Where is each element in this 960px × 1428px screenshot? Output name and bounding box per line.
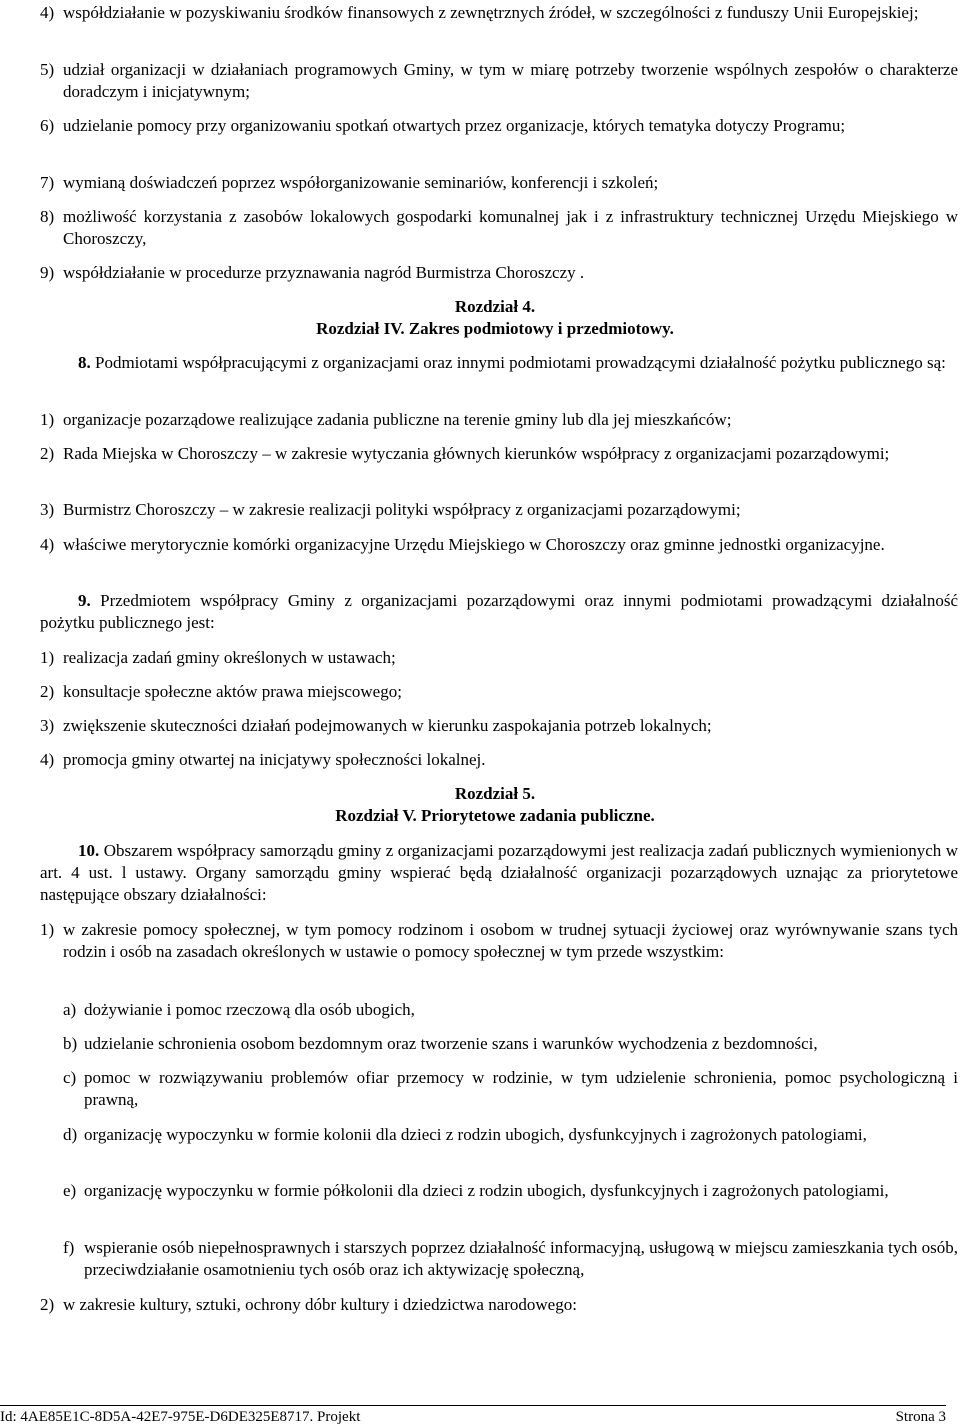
list-item-number: 9) [40,263,55,282]
sub-list-item [63,1033,958,1055]
paragraph-10 [40,840,958,906]
footer-document-id: Id: 4AE85E1C-8D5A-42E7-975E-D6DE325E8717. Projekt [0,1409,361,1425]
footer-divider [0,1405,946,1406]
sub-list-item [63,1124,958,1146]
list-item-text: w zakresie pomocy społecznej, w tym pomocy rodzinom i osobom w trudnej sytuacji życiowej oraz wyrównywanie szans tych rodzin i osób na zasadach określonych w ustawie o pomocy społecznej w tym przede wszystkim: [63,920,958,961]
list-item-text: konsultacje społeczne aktów prawa miejscowego; [63,682,402,701]
list-item-text: udzielanie pomocy przy organizowaniu spotkań otwartych przez organizacje, których tematyka dotyczy Programu; [63,116,846,135]
list-item-number: 2) [40,1295,55,1314]
list-item-number: 4) [40,750,55,769]
chapter-title-heading: Rozdział V. Priorytetowe zadania publiczne. [335,806,655,825]
sub-list-item [63,1180,958,1202]
list-item [40,409,958,431]
list-item [40,172,958,194]
list-item [40,115,958,137]
sub-list-item-letter: f) [63,1238,75,1257]
list-item [40,59,958,103]
sub-list-item-letter: c) [63,1068,77,1087]
sub-list-item-letter: b) [63,1034,78,1053]
list-item-text: realizacja zadań gminy określonych w ustawach; [63,648,396,667]
sub-list-item [63,1237,958,1281]
list-item-text: współdziałanie w pozyskiwaniu środków finansowych z zewnętrznych źródeł, w szczególności z funduszy Unii Europejskiej; [63,3,919,22]
list-item-text: organizacje pozarządowe realizujące zadania publiczne na terenie gminy lub dla jej mieszkańców; [63,410,732,429]
list-item-text: wymianą doświadczeń poprzez współorganizowanie seminariów, konferencji i szkoleń; [63,173,659,192]
chapter-number-heading: Rozdział 5. [454,784,536,803]
list-item-number: 6) [40,116,55,135]
list-item-number: 7) [40,173,55,192]
list-item-number: 3) [40,500,55,519]
list-item [40,919,958,963]
paragraph-number: 8. [78,353,91,372]
list-item-text: w zakresie kultury, sztuki, ochrony dóbr kultury i dziedzictwa narodowego: [63,1295,577,1314]
sub-list-item-text: udzielanie schronienia osobom bezdomnym oraz tworzenie szans i warunków wychodzenia z bezdomności, [84,1034,818,1053]
chapter-title-heading: Rozdział IV. Zakres podmiotowy i przedmiotowy. [316,319,674,338]
list-item-number: 4) [40,535,55,554]
list-item-text: właściwe merytorycznie komórki organizacyjne Urzędu Miejskiego w Choroszczy oraz gminne jednostki organizacyjne. [63,535,885,554]
sub-list-item-text: pomoc w rozwiązywaniu problemów ofiar przemocy w rodzinie, w tym udzielenie schronienia, pomoc psychologiczną i prawną, [84,1068,958,1109]
paragraph-number: 10. [78,841,100,860]
list-item-text: zwiększenie skuteczności działań podejmowanych w kierunku zaspokajania potrzeb lokalnych; [63,716,712,735]
sub-list-item-letter: d) [63,1125,78,1144]
list-item [40,534,958,556]
list-item [40,443,958,465]
paragraph-number: 9. [78,591,91,610]
list-item [40,206,958,250]
list-item-number: 2) [40,682,55,701]
sub-list-item [63,999,958,1021]
sub-list-item-letter: a) [63,1000,77,1019]
footer-page-number: Strona 3 [895,1409,946,1425]
sub-list-item-letter: e) [63,1181,77,1200]
sub-list-item-text: organizację wypoczynku w formie kolonii dla dzieci z rodzin ubogich, dysfunkcyjnych i zagrożonych patologiami, [84,1125,867,1144]
list-item-text: możliwość korzystania z zasobów lokalowych gospodarki komunalnej jak i z infrastruktury technicznej Urzędu Miejskiego w Choroszczy, [63,207,958,248]
list-item [40,681,958,703]
list-item-text: współdziałanie w procedurze przyznawania nagród Burmistrza Choroszczy . [63,263,585,282]
paragraph-text: Podmiotami współpracującymi z organizacjami oraz innymi podmiotami prowadzącymi działalność pożytku publicznego są: [95,353,946,372]
list-item [40,1294,958,1316]
list-item-number: 1) [40,410,55,429]
list-item-number: 1) [40,648,55,667]
list-item [40,2,958,24]
list-item-text: udział organizacji w działaniach programowych Gminy, w tym w miarę potrzeby tworzenie wspólnych zespołów o charakterze doradczym i inicjatywnym; [63,60,958,101]
list-item [40,262,958,284]
list-item-text: Burmistrz Choroszczy – w zakresie realizacji polityki współpracy z organizacjami pozarządowymi; [63,500,741,519]
paragraph-9 [40,590,958,634]
list-item-number: 1) [40,920,55,939]
list-item-number: 2) [40,444,55,463]
list-item-number: 3) [40,716,55,735]
paragraph-8 [40,352,958,374]
list-item-number: 5) [40,60,55,79]
chapter-number-heading: Rozdział 4. [454,297,536,316]
list-item [40,715,958,737]
list-item-text: promocja gminy otwartej na inicjatywy społeczności lokalnej. [63,750,486,769]
list-item [40,749,958,771]
paragraph-text: Przedmiotem współpracy Gminy z organizacjami pozarządowymi oraz innymi podmiotami prowadzącymi działalność pożytku publicznego jest: [40,591,959,632]
list-item-number: 4) [40,3,55,22]
sub-list-item [63,1067,958,1111]
list-item-text: Rada Miejska w Choroszczy – w zakresie wytyczania głównych kierunków współpracy z organizacjami pozarządowymi; [63,444,890,463]
sub-list-item-text: wspieranie osób niepełnosprawnych i starszych poprzez działalność informacyjną, usługową w miejscu zamieszkania tych osób, przeciwdziałanie osamotnieniu tych osób oraz ich aktywizację społeczną, [84,1238,958,1279]
sub-list-item-text: organizację wypoczynku w formie półkolonii dla dzieci z rodzin ubogich, dysfunkcyjnych i zagrożonych patologiami, [84,1181,889,1200]
sub-list-item-text: dożywianie i pomoc rzeczową dla osób ubogich, [84,1000,415,1019]
list-item [40,499,958,521]
list-item-number: 8) [40,207,55,226]
list-item [40,647,958,669]
paragraph-text: Obszarem współpracy samorządu gminy z organizacjami pozarządowymi jest realizacja zadań publicznych wymienionych w art. 4 ust. l ustawy. Organy samorządu gminy wspierać będą działalność organizacji pozarządowych uznając za priorytetowe następujące obszary działalności: [40,841,958,904]
